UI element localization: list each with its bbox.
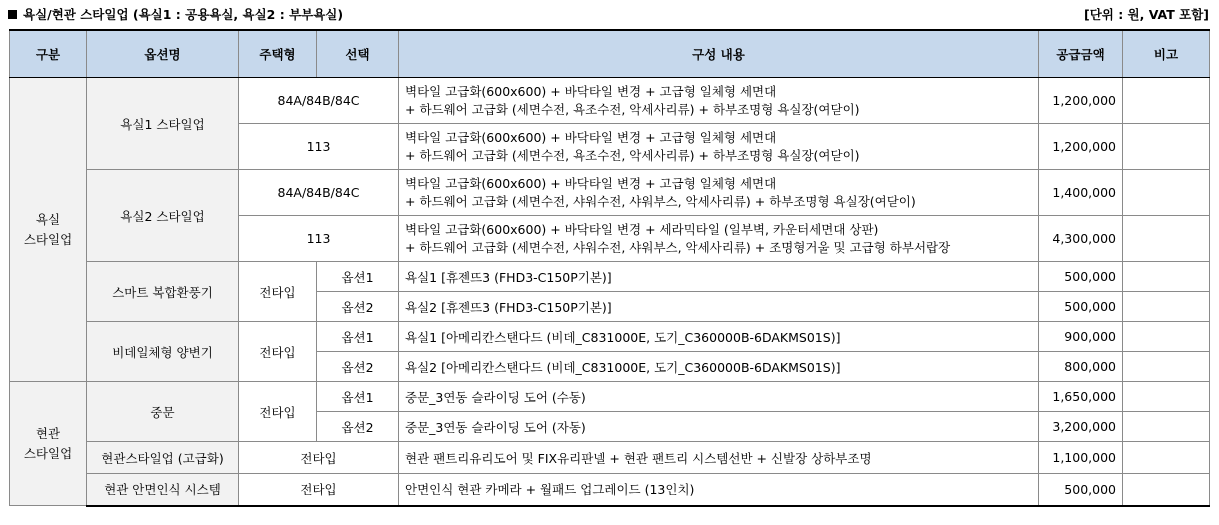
price: 1,200,000 [1039,78,1123,124]
contents: 벽타일 고급화(600x600) + 바닥타일 변경 + 고급형 일체형 세면대 + 하드웨어 고급화 (세면수전, 욕조수전, 악세사리류) + 하부조명형 욕실장(여닫이) [399,124,1039,170]
col-header-option-name: 옵션명 [87,30,239,78]
house-type: 84A/84B/84C [239,170,399,216]
option-name-entrance-styleup: 현관스타일업 (고급화) [87,442,239,474]
note [1123,352,1210,382]
contents: 중문_3연동 슬라이딩 도어 (자동) [399,412,1039,442]
col-header-select: 선택 [317,30,399,78]
note [1123,124,1210,170]
col-header-price: 공급금액 [1039,30,1123,78]
house-type: 전타입 [239,382,317,442]
note [1123,442,1210,474]
option-name-bidet: 비데일체형 양변기 [87,322,239,382]
house-type: 84A/84B/84C [239,78,399,124]
category-bath: 욕실 스타일업 [10,78,87,382]
house-type: 전타입 [239,474,399,506]
note [1123,474,1210,506]
table-row [10,474,1210,506]
option-name-bath2: 욕실2 스타일업 [87,170,239,262]
table-header-row [10,30,1210,78]
col-header-house-type: 주택형 [239,30,317,78]
category-entrance: 현관 스타일업 [10,382,87,506]
price: 1,200,000 [1039,124,1123,170]
price: 900,000 [1039,322,1123,352]
contents: 안면인식 현관 카메라 + 월패드 업그레이드 (13인치) [399,474,1039,506]
contents: 벽타일 고급화(600x600) + 바닥타일 변경 + 고급형 일체형 세면대 + 하드웨어 고급화 (세면수전, 욕조수전, 악세사리류) + 하부조명형 욕실장(여닫이) [399,78,1039,124]
contents: 욕실2 [휴젠뜨3 (FHD3-C150P기본)] [399,292,1039,322]
note [1123,78,1210,124]
table-row [10,170,1210,216]
price: 3,200,000 [1039,412,1123,442]
table-row [10,262,1210,292]
option-name-face-id: 현관 안면인식 시스템 [87,474,239,506]
option-name-fan: 스마트 복합환풍기 [87,262,239,322]
option-name-bath1: 욕실1 스타일업 [87,78,239,170]
col-header-note: 비고 [1123,30,1210,78]
contents: 욕실1 [휴젠뜨3 (FHD3-C150P기본)] [399,262,1039,292]
price: 1,650,000 [1039,382,1123,412]
table-row [10,322,1210,352]
option-price-table [9,29,1210,507]
select-option: 옵션2 [317,412,399,442]
price: 500,000 [1039,292,1123,322]
house-type: 전타입 [239,322,317,382]
price: 500,000 [1039,474,1123,506]
unit-note: [단위 : 원, VAT 포함] [1083,7,1209,22]
house-type: 113 [239,216,399,262]
note [1123,262,1210,292]
note [1123,322,1210,352]
price: 1,400,000 [1039,170,1123,216]
note [1123,292,1210,322]
select-option: 옵션1 [317,382,399,412]
select-option: 옵션2 [317,352,399,382]
price: 1,100,000 [1039,442,1123,474]
option-name-door: 중문 [87,382,239,442]
square-bullet-icon [8,10,17,19]
contents: 욕실1 [아메리칸스탠다드 (비데_C831000E, 도기_C360000B-6DAKMS01S)] [399,322,1039,352]
note [1123,170,1210,216]
title-block [8,5,343,23]
house-type: 전타입 [239,262,317,322]
house-type: 113 [239,124,399,170]
note [1123,216,1210,262]
page-title: 욕실/현관 스타일업 (욕실1 : 공용욕실, 욕실2 : 부부욕실) [23,7,344,22]
contents: 욕실2 [아메리칸스탠다드 (비데_C831000E, 도기_C360000B-6DAKMS01S)] [399,352,1039,382]
contents: 벽타일 고급화(600x600) + 바닥타일 변경 + 세라믹타일 (일부벽, 카운터세면대 상판) + 하드웨어 고급화 (세면수전, 샤워수전, 샤워부스, 악세사리류) + 조명형거울 및 고급형 하부서랍장 [399,216,1039,262]
note [1123,412,1210,442]
contents: 현관 팬트리유리도어 및 FIX유리판넬 + 현관 팬트리 시스템선반 + 신발장 상하부조명 [399,442,1039,474]
table-row [10,78,1210,124]
contents: 중문_3연동 슬라이딩 도어 (수동) [399,382,1039,412]
col-header-category: 구분 [10,30,87,78]
select-option: 옵션2 [317,292,399,322]
col-header-contents: 구성 내용 [399,30,1039,78]
price: 4,300,000 [1039,216,1123,262]
table-row [10,382,1210,412]
select-option: 옵션1 [317,322,399,352]
note [1123,382,1210,412]
price: 500,000 [1039,262,1123,292]
table-row [10,442,1210,474]
price: 800,000 [1039,352,1123,382]
title-bar [8,4,1209,24]
house-type: 전타입 [239,442,399,474]
contents: 벽타일 고급화(600x600) + 바닥타일 변경 + 고급형 일체형 세면대 + 하드웨어 고급화 (세면수전, 샤워수전, 샤워부스, 악세사리류) + 하부조명형 욕실장(여닫이) [399,170,1039,216]
select-option: 옵션1 [317,262,399,292]
